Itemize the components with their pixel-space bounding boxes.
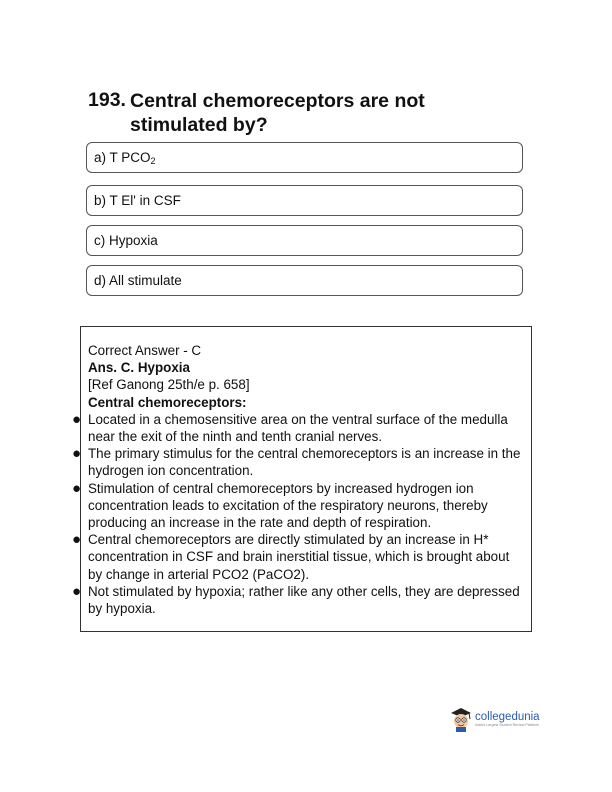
mascot-icon bbox=[450, 706, 472, 732]
option-c-label: c) Hypoxia bbox=[94, 233, 158, 248]
logo-name: collegedunia bbox=[475, 710, 540, 723]
question-text: Central chemoreceptors are not stimulated by? bbox=[130, 90, 425, 136]
bullet-icon: ● bbox=[72, 445, 82, 463]
answer-content bbox=[72, 342, 524, 617]
answer-bullets bbox=[72, 410, 524, 617]
option-b-label: b) T El' in CSF bbox=[94, 193, 181, 208]
list-item bbox=[72, 582, 524, 617]
bullet-icon: ● bbox=[72, 531, 82, 549]
option-a-subscript: 2 bbox=[150, 156, 156, 166]
bullet-text: Located in a chemosensitive area on the ventral surface of the medulla near the exit of the ninth and tenth cranial nerves. bbox=[88, 411, 508, 445]
list-item bbox=[72, 445, 524, 479]
option-a-label: a) T PCO bbox=[94, 150, 151, 165]
answer-reference: [Ref Ganong 25th/e p. 658] bbox=[88, 377, 250, 393]
logo-tagline: India's Largest Student Review Platform bbox=[475, 722, 539, 727]
bullet-icon: ● bbox=[72, 479, 82, 497]
list-item bbox=[72, 531, 524, 583]
list-item bbox=[72, 410, 524, 445]
collegedunia-logo[interactable] bbox=[450, 704, 550, 734]
bullet-text: Stimulation of central chemoreceptors by increased hydrogen ion concentration leads to excitation of the respiratory neurons, thereby producing an increase in the rate and depth of respiration. bbox=[88, 480, 488, 531]
option-d-label: d) All stimulate bbox=[94, 273, 182, 288]
bullet-icon: ● bbox=[72, 582, 82, 600]
question-number: 193. bbox=[88, 89, 126, 111]
bullet-icon: ● bbox=[72, 410, 82, 428]
option-c[interactable] bbox=[86, 225, 523, 256]
option-d[interactable] bbox=[86, 265, 523, 296]
answer-heading: Central chemoreceptors: bbox=[88, 394, 247, 410]
correct-answer: Correct Answer - C bbox=[88, 343, 202, 358]
bullet-text: Not stimulated by hypoxia; rather like any other cells, they are depressed by hypoxia. bbox=[88, 583, 520, 617]
option-a[interactable] bbox=[86, 142, 523, 173]
list-item bbox=[72, 479, 524, 532]
option-b[interactable] bbox=[86, 185, 523, 216]
answer-title: Ans. C. Hypoxia bbox=[88, 360, 190, 376]
logo-text bbox=[475, 711, 540, 728]
bullet-text: The primary stimulus for the central chemoreceptors is an increase in the hydrogen ion concentration. bbox=[88, 446, 521, 479]
bullet-text: Central chemoreceptors are directly stimulated by an increase in H* concentration in CSF and brain inerstitial tissue, which is brought about by change in arterial PCO2 (PaCO2). bbox=[88, 532, 510, 582]
